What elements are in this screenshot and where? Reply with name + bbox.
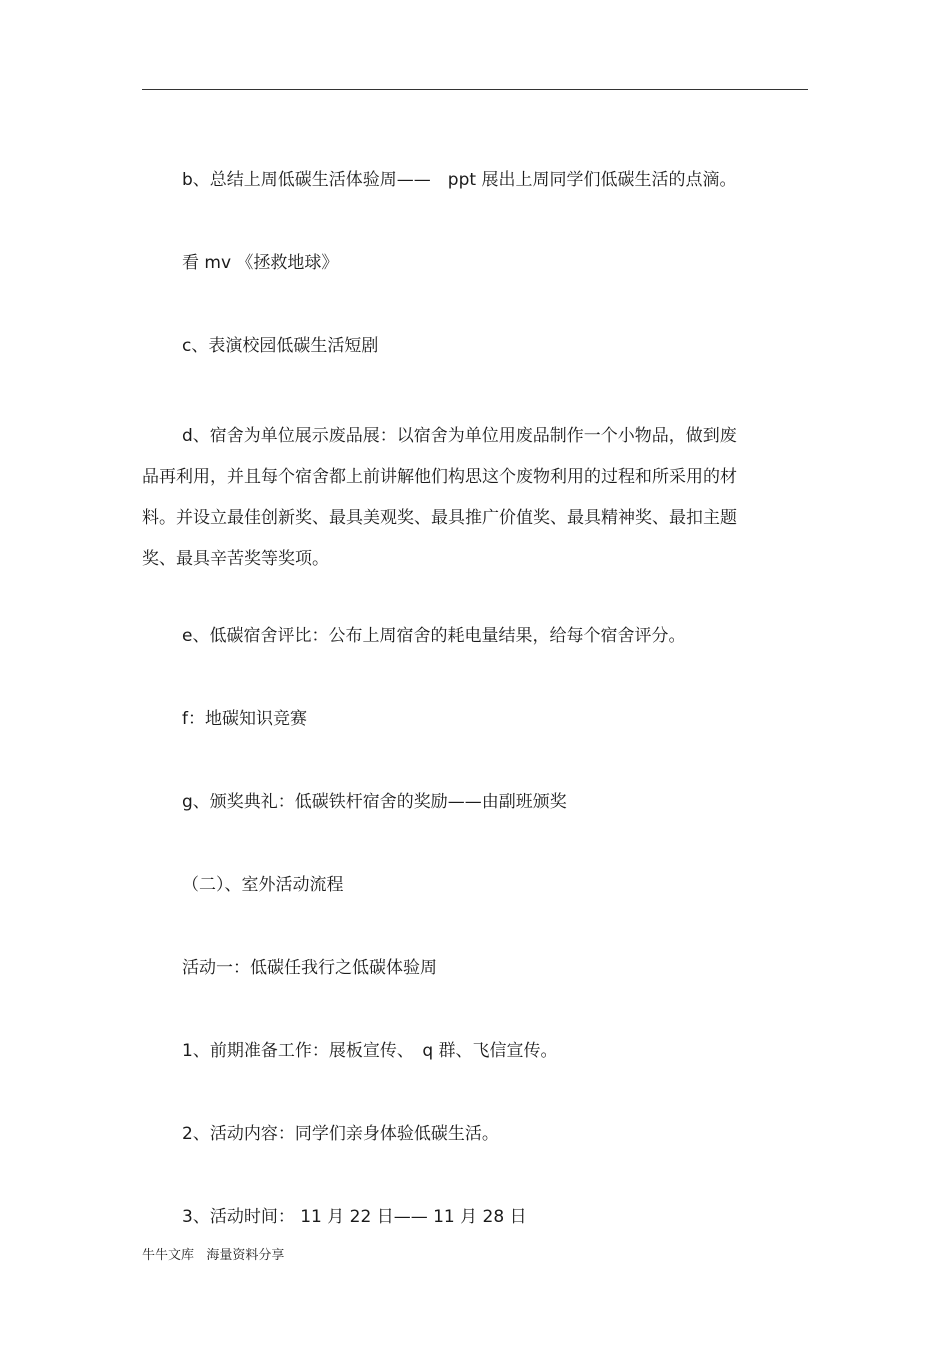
paragraph-d-line: d、宿舍为单位展示废品展：以宿舍为单位用废品制作一个小物品，做到废 bbox=[182, 426, 737, 446]
paragraph-d-line: 奖、最具辛苦奖等奖项。 bbox=[142, 549, 329, 569]
activity-heading: 活动一：低碳任我行之低碳体验周 bbox=[182, 958, 437, 978]
paragraph-b: b、总结上周低碳生活体验周—— ppt 展出上周同学们低碳生活的点滴。 bbox=[182, 170, 737, 190]
paragraph-e: e、低碳宿舍评比：公布上周宿舍的耗电量结果，给每个宿舍评分。 bbox=[182, 626, 686, 646]
header-rule bbox=[142, 89, 808, 90]
list-item-1: 1、前期准备工作：展板宣传、 q 群、飞信宣传。 bbox=[182, 1041, 558, 1061]
paragraph-g: g、颁奖典礼：低碳铁杆宿舍的奖励——由副班颁奖 bbox=[182, 792, 567, 812]
list-item-2: 2、活动内容：同学们亲身体验低碳生活。 bbox=[182, 1124, 499, 1144]
section-heading-outdoor: （二）、室外活动流程 bbox=[182, 875, 344, 895]
paragraph-c: c、表演校园低碳生活短剧 bbox=[182, 336, 379, 356]
paragraph-f: f：地碳知识竞赛 bbox=[182, 709, 307, 729]
page-footer: 牛牛文库 海量资料分享 bbox=[142, 1248, 285, 1263]
paragraph-d bbox=[142, 416, 782, 580]
list-item-3: 3、活动时间： 11 月 22 日—— 11 月 28 日 bbox=[182, 1207, 527, 1227]
paragraph-mv: 看 mv 《拯救地球》 bbox=[182, 253, 339, 273]
paragraph-d-line: 品再利用，并且每个宿舍都上前讲解他们构思这个废物利用的过程和所采用的材 bbox=[142, 467, 737, 487]
paragraph-d-line: 料。并设立最佳创新奖、最具美观奖、最具推广价值奖、最具精神奖、最扣主题 bbox=[142, 508, 737, 528]
